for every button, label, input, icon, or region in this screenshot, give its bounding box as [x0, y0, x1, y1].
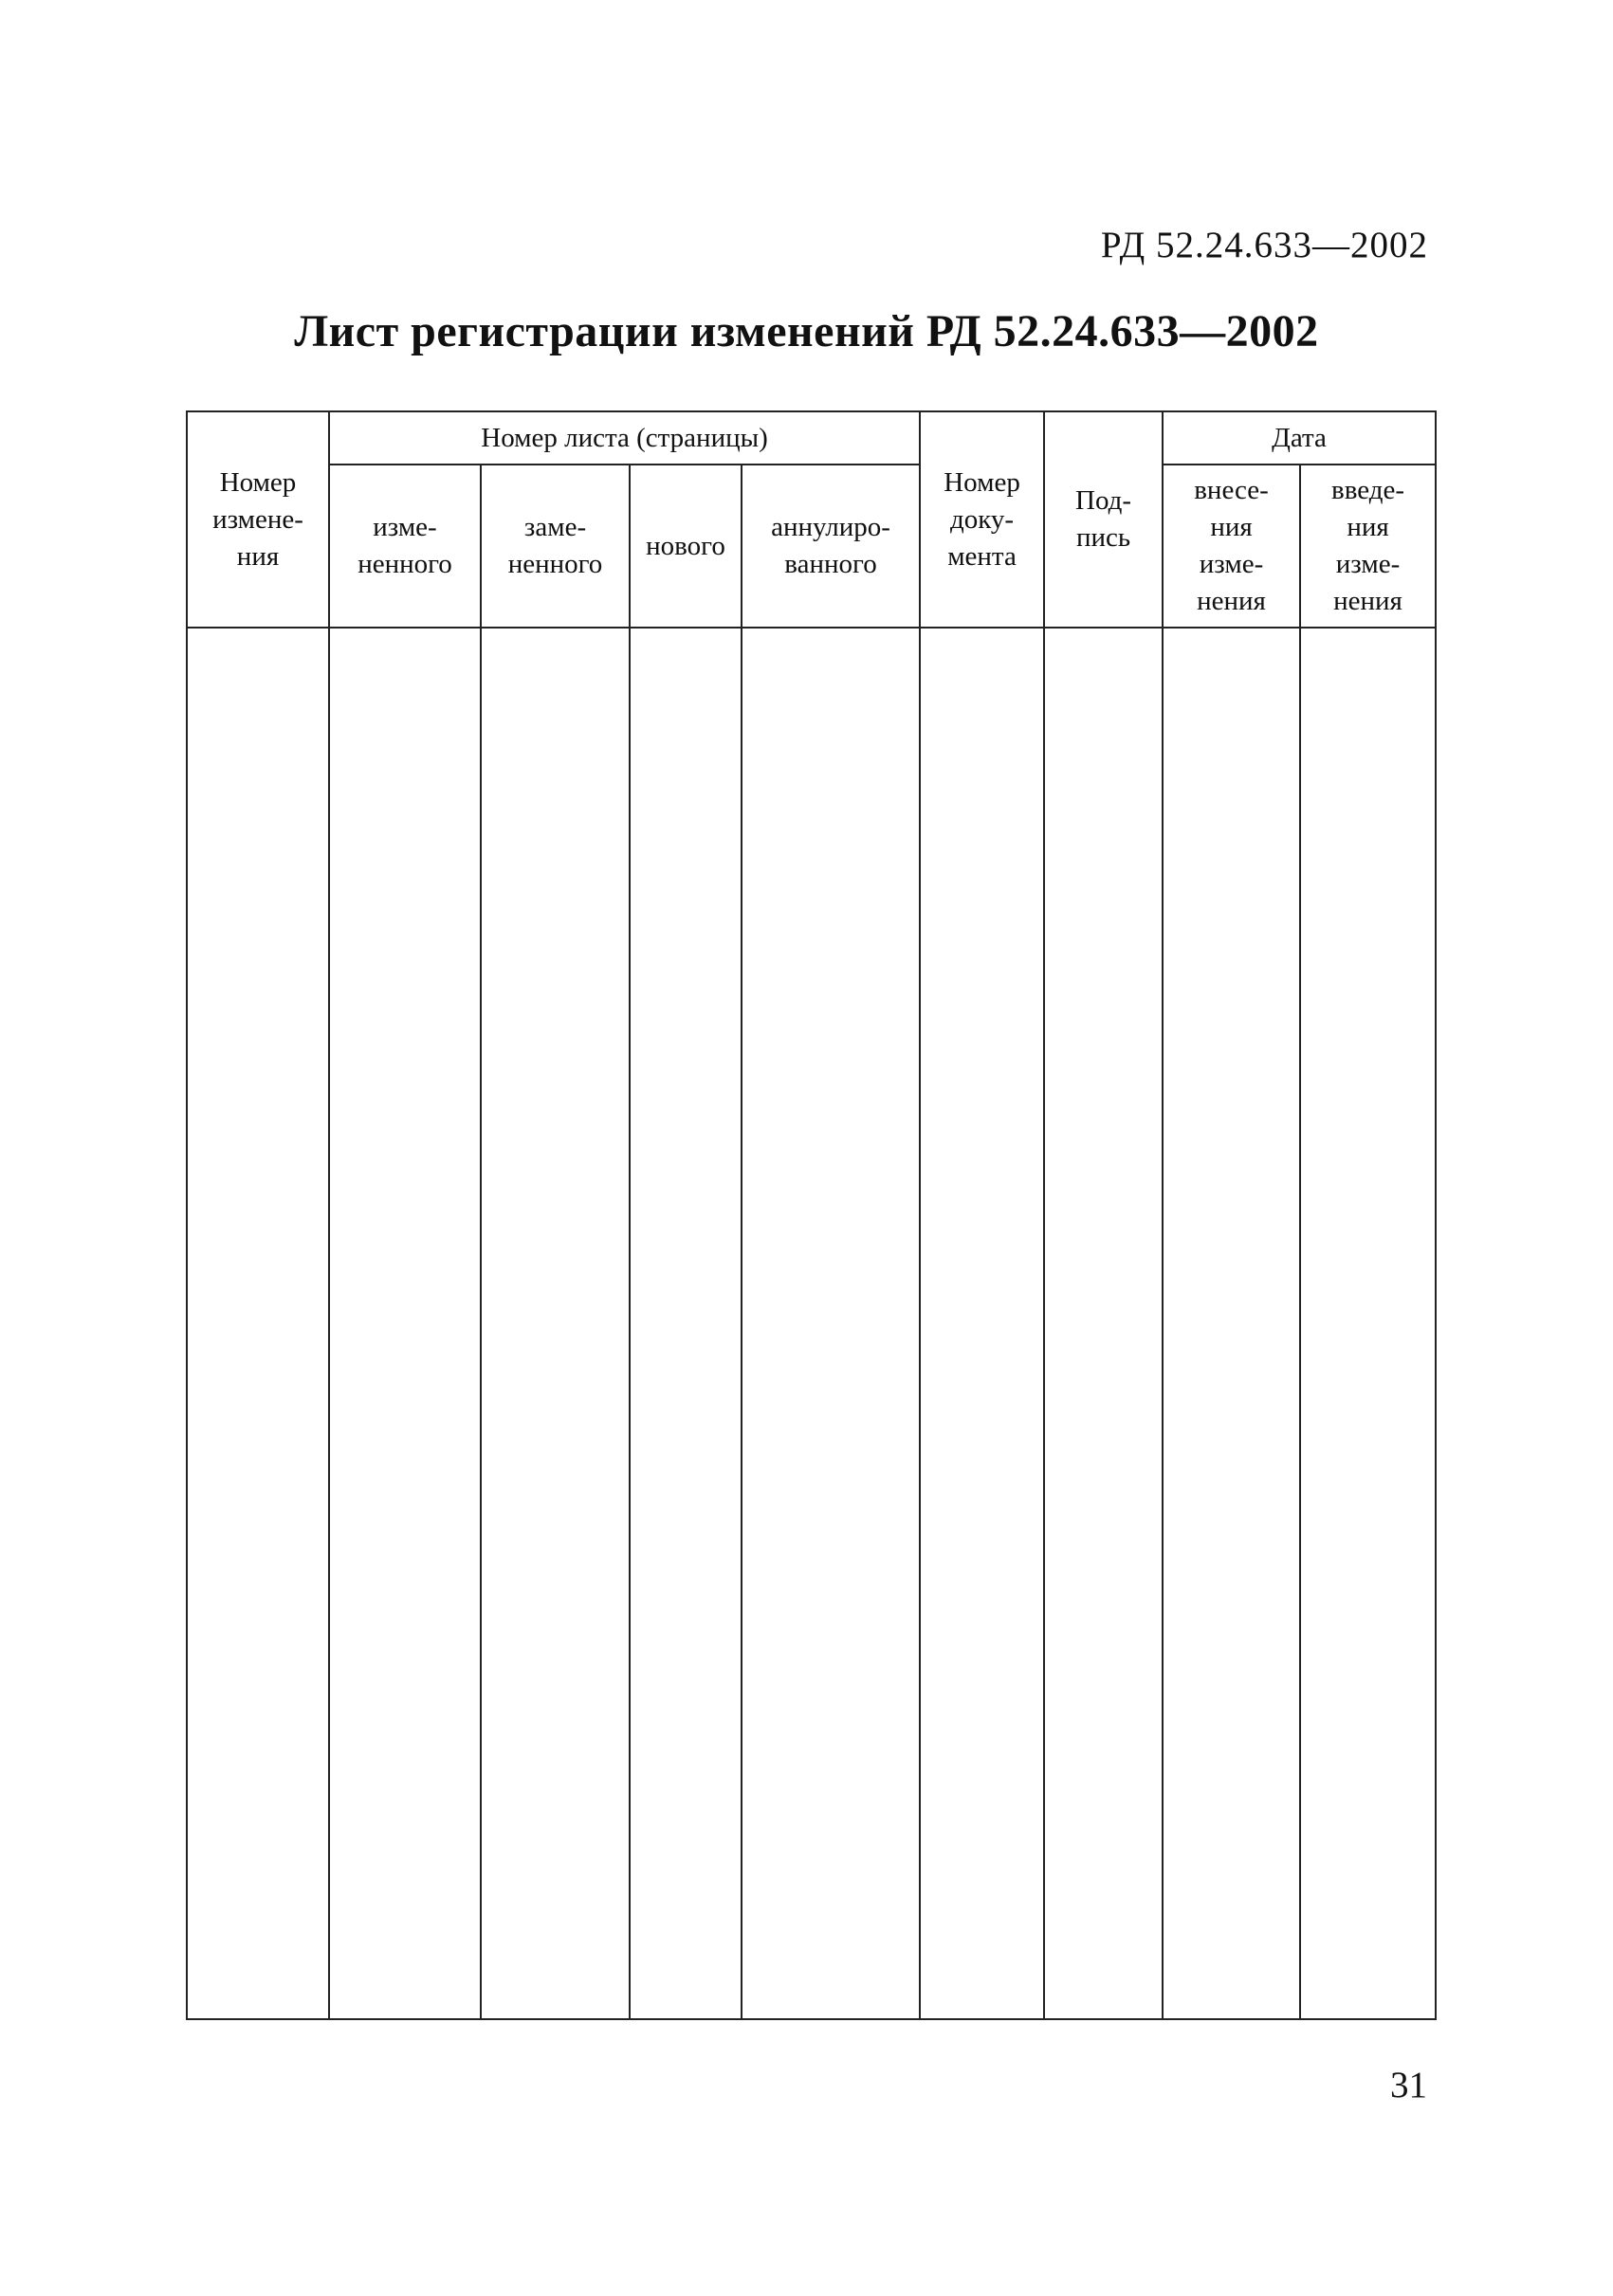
header-replaced	[481, 465, 630, 628]
header-document-number-line-1: Номер	[944, 466, 1020, 498]
table-cell	[481, 628, 630, 2019]
table-cell	[187, 628, 329, 2019]
header-date-introduction-line-1: введе-	[1331, 475, 1405, 505]
header-change-number	[187, 411, 329, 628]
header-date-introduction	[1300, 465, 1436, 628]
document-code: РД 52.24.633—2002	[1100, 225, 1428, 265]
table-cell	[1044, 628, 1163, 2019]
page-title: Лист регистрации изменений РД 52.24.633—2002	[294, 306, 1319, 356]
page-number: 31	[1390, 2065, 1427, 2105]
header-date-introduction-line-3: изме-	[1335, 549, 1401, 579]
header-date-entry-line-4: нения	[1197, 586, 1266, 616]
table-cell	[920, 628, 1044, 2019]
header-document-number-line-2: доку-	[949, 503, 1015, 535]
header-date-entry	[1163, 465, 1300, 628]
header-changed-line-2: ненного	[357, 549, 452, 579]
table-cell	[1163, 628, 1300, 2019]
header-date-group: Дата	[1163, 411, 1436, 465]
header-signature-line-2: пись	[1075, 522, 1131, 553]
header-signature-line-1: Под-	[1075, 485, 1132, 516]
header-sheet-number-group: Номер листа (страницы)	[329, 411, 920, 465]
header-date-entry-line-1: внесе-	[1194, 475, 1269, 505]
table-cell	[329, 628, 481, 2019]
header-date-entry-line-3: изме-	[1199, 549, 1264, 579]
header-annulled-line-2: ванного	[784, 549, 877, 579]
header-changed	[329, 465, 481, 628]
table-cell	[742, 628, 920, 2019]
header-change-number-line-1: Номер	[219, 466, 297, 498]
header-document-number-line-3: мента	[947, 540, 1017, 572]
header-date-entry-line-2: ния	[1210, 512, 1253, 542]
header-signature	[1044, 411, 1163, 628]
header-document-number	[920, 411, 1044, 628]
header-date-introduction-line-2: ния	[1347, 512, 1389, 542]
header-change-number-line-3: ния	[236, 540, 280, 572]
table-cell	[1300, 628, 1436, 2019]
header-replaced-line-2: ненного	[507, 549, 603, 579]
header-new: нового	[630, 465, 742, 628]
table-cell	[630, 628, 742, 2019]
header-date-introduction-line-4: нения	[1333, 586, 1402, 616]
table-row	[187, 628, 1436, 2019]
header-replaced-line-1: заме-	[523, 512, 587, 542]
header-annulled-line-1: аннулиро-	[771, 512, 890, 542]
header-change-number-line-2: измене-	[212, 503, 303, 535]
header-changed-line-1: изме-	[373, 512, 437, 542]
change-registration-table	[186, 410, 1437, 2020]
header-annulled	[742, 465, 920, 628]
